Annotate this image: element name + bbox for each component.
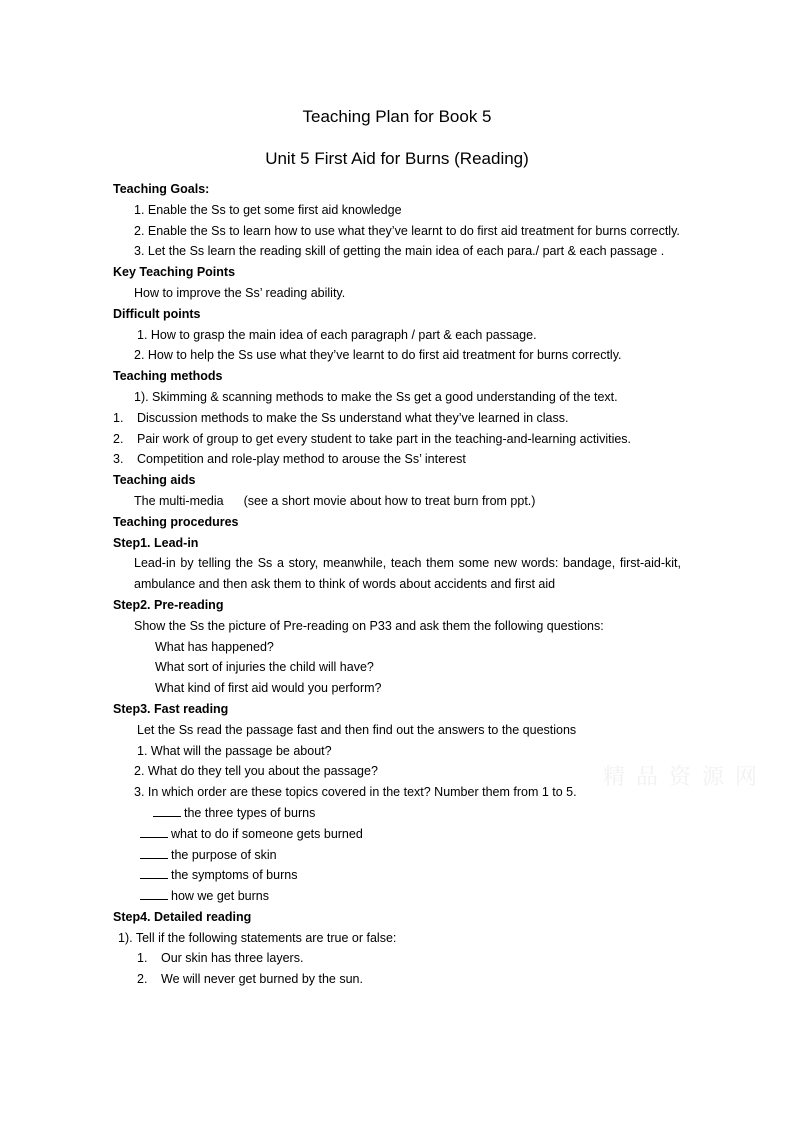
topic-text: the three types of burns bbox=[184, 805, 316, 820]
step3-question: 2. What do they tell you about the passage? bbox=[134, 764, 378, 779]
list-number: 1. bbox=[113, 410, 124, 425]
statement-text: Our skin has three layers. bbox=[161, 951, 304, 966]
topic-text: the purpose of skin bbox=[171, 847, 277, 862]
aids-line bbox=[113, 491, 681, 512]
step4-intro: 1). Tell if the following statements are true or false: bbox=[118, 930, 397, 945]
document-title: Teaching Plan for Book 5 bbox=[302, 107, 492, 126]
topic-item bbox=[113, 865, 681, 886]
step2-question: What kind of first aid would you perform? bbox=[155, 681, 382, 696]
answer-blank bbox=[153, 806, 181, 817]
list-number: 2. bbox=[113, 431, 124, 446]
methods-heading: Teaching methods bbox=[113, 369, 223, 384]
topic-item bbox=[113, 824, 681, 845]
statement-text: We will never get burned by the sun. bbox=[161, 972, 363, 987]
list-text: Discussion methods to make the Ss understand what they’ve learned in class. bbox=[137, 410, 569, 425]
method-list-item bbox=[113, 408, 681, 429]
step2-question: What has happened? bbox=[155, 639, 274, 654]
method-item: 1). Skimming & scanning methods to make the Ss get a good understanding of the text. bbox=[134, 389, 618, 404]
topic-item bbox=[113, 886, 681, 907]
list-text: Competition and role-play method to arouse the Ss’ interest bbox=[137, 452, 466, 467]
key-points-text: How to improve the Ss’ reading ability. bbox=[134, 285, 346, 300]
topic-item bbox=[113, 803, 681, 824]
goal-item: 1. Enable the Ss to get some first aid knowledge bbox=[134, 202, 402, 217]
difficult-item: 1. How to grasp the main idea of each paragraph / part & each passage. bbox=[137, 327, 537, 342]
answer-blank bbox=[140, 868, 168, 879]
answer-blank bbox=[140, 889, 168, 900]
aids-note: (see a short movie about how to treat burn from ppt.) bbox=[243, 493, 536, 508]
topic-text: the symptoms of burns bbox=[171, 868, 298, 883]
step3-question: 1. What will the passage be about? bbox=[137, 743, 332, 758]
step2-heading: Step2. Pre-reading bbox=[113, 597, 224, 612]
list-number: 3. bbox=[113, 452, 124, 467]
topic-text: how we get burns bbox=[171, 889, 269, 904]
difficult-points-heading: Difficult points bbox=[113, 306, 201, 321]
step3-text: Let the Ss read the passage fast and then find out the answers to the questions bbox=[137, 722, 577, 737]
document-subtitle: Unit 5 First Aid for Burns (Reading) bbox=[265, 149, 529, 168]
statement-item bbox=[113, 969, 681, 990]
statement-item bbox=[113, 948, 681, 969]
list-number: 2. bbox=[137, 972, 148, 987]
topic-text: what to do if someone gets burned bbox=[171, 826, 363, 841]
answer-blank bbox=[140, 827, 168, 838]
procedures-heading: Teaching procedures bbox=[113, 514, 239, 529]
step2-text: Show the Ss the picture of Pre-reading on P33 and ask them the following questions: bbox=[134, 618, 604, 633]
difficult-item: 2. How to help the Ss use what they’ve learnt to do first aid treatment for burns correctly. bbox=[134, 348, 622, 363]
step1-text: Lead-in by telling the Ss a story, meanwhile, teach them some new words: bandage, first-aid-kit, ambulance and then ask them to think of words about accidents and first aid bbox=[134, 556, 681, 592]
document-body bbox=[113, 179, 681, 990]
list-text: Pair work of group to get every student to take part in the teaching-and-learning activities. bbox=[137, 431, 632, 446]
step3-heading: Step3. Fast reading bbox=[113, 701, 229, 716]
goal-item: 3. Let the Ss learn the reading skill of getting the main idea of each para./ part & each passage . bbox=[134, 244, 665, 259]
topic-item bbox=[113, 845, 681, 866]
aids-heading: Teaching aids bbox=[113, 473, 196, 488]
watermark: 精 品 资 源 网 bbox=[603, 765, 759, 790]
aids-item: The multi-media bbox=[134, 493, 224, 508]
answer-blank bbox=[140, 848, 168, 859]
list-number: 1. bbox=[137, 951, 148, 966]
step1-heading: Step1. Lead-in bbox=[113, 535, 199, 550]
step3-question: 3. In which order are these topics covered in the text? Number them from 1 to 5. bbox=[134, 785, 577, 800]
method-list-item bbox=[113, 449, 681, 470]
method-list-item bbox=[113, 429, 681, 450]
step2-question: What sort of injuries the child will have? bbox=[155, 660, 374, 675]
key-points-heading: Key Teaching Points bbox=[113, 265, 236, 280]
step4-heading: Step4. Detailed reading bbox=[113, 909, 252, 924]
goals-heading: Teaching Goals: bbox=[113, 182, 210, 196]
goal-item: 2. Enable the Ss to learn how to use what they’ve learnt to do first aid treatment for burns correctly. bbox=[134, 223, 680, 238]
